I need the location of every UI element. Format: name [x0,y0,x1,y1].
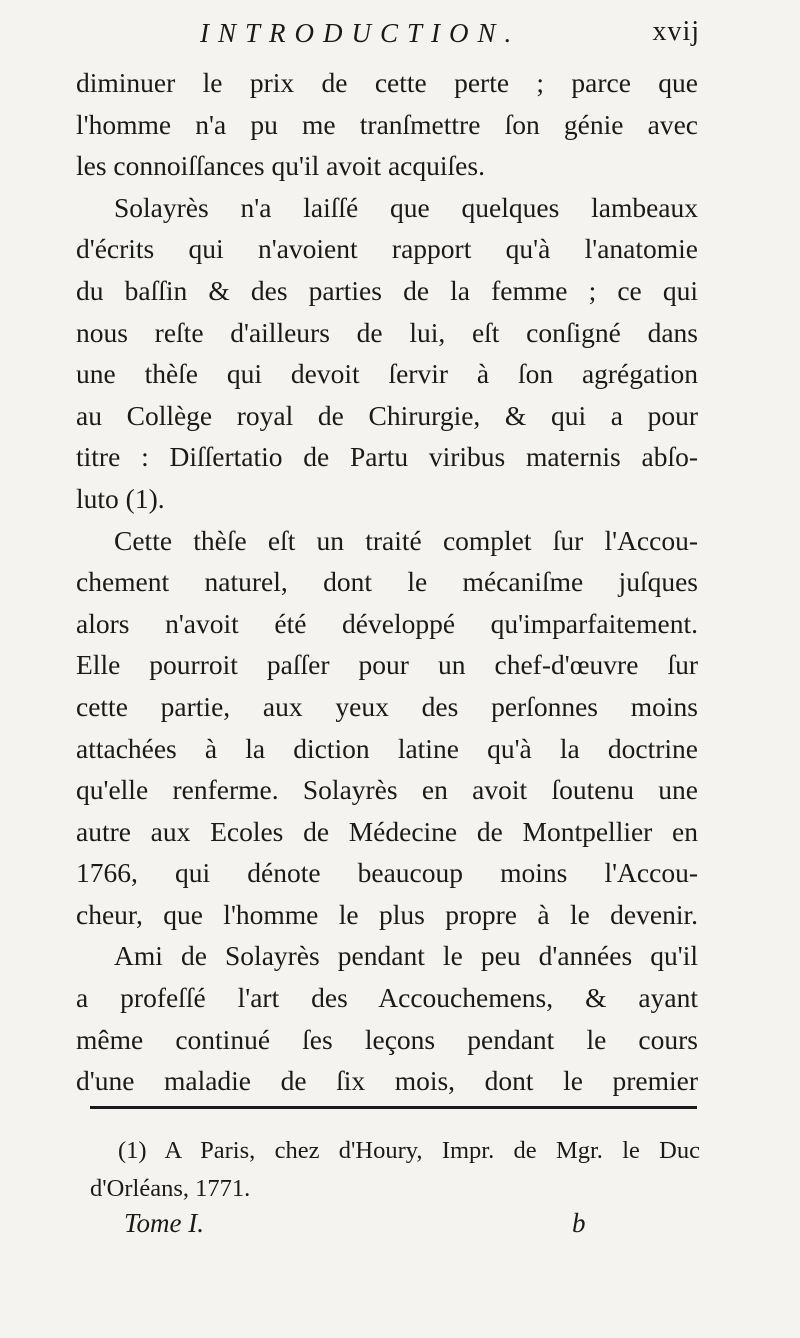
page-number: xvij [652,16,700,47]
text-line: d'écrits qui n'avoient rapport qu'à l'anatomie [76,233,698,265]
text-line: d'une maladie de ſix mois, dont le premier [76,1065,698,1097]
text-line: titre : Diſſertatio de Partu viribus maternis abſo- [76,441,698,473]
volume-signature: Tome I. [124,1208,205,1238]
text-line: Ami de Solayrès pendant le peu d'années qu'il [114,940,698,972]
running-title: INTRODUCTION. [200,18,521,48]
text-line: qu'elle renferme. Solayrès en avoit ſoutenu une [76,774,698,806]
text-line: autre aux Ecoles de Médecine de Montpellier en [76,815,698,847]
text-line: cette partie, aux yeux des perſonnes moins [76,690,698,722]
gathering-signature: b [572,1208,586,1238]
text-line: au Collège royal de Chirurgie, & qui a pour [76,399,698,431]
text-line: les connoiſſances qu'il avoit acquiſes. [76,150,485,182]
text-line: même continué ſes leçons pendant le cours [76,1023,698,1055]
text-line: attachées à la diction latine qu'à la doctrine [76,732,698,764]
text-line: Cette thèſe eſt un traité complet ſur l'Accou- [114,524,698,556]
text-line: l'homme n'a pu me tranſmettre ſon génie avec [76,108,698,140]
text-line: a profeſſé l'art des Accouchemens, & ayant [76,982,698,1014]
text-line: 1766, qui dénote beaucoup moins l'Accou- [76,857,698,889]
text-line: chement naturel, dont le mécaniſme juſques [76,566,698,598]
text-line: diminuer le prix de cette perte ; parce que [76,67,698,98]
text-line: luto (1). [76,482,165,514]
footnote [90,1132,700,1208]
footnote-divider [90,1106,697,1109]
text-line: alors n'avoit été développé qu'imparfaitement. [76,607,698,639]
text-line: nous reſte d'ailleurs de lui, eſt conſigné dans [76,316,698,348]
text-line: Solayrès n'a laiſſé que quelques lambeaux [114,191,698,223]
text-line: cheur, que l'homme le plus propre à le devenir. [76,898,698,930]
text-line: du baſſin & des parties de la femme ; ce qui [76,274,698,306]
text-line: Elle pourroit paſſer pour un chef-d'œuvre ſur [76,649,698,681]
text-line: une thèſe qui devoit ſervir à ſon agrégation [76,358,698,390]
footnote-line: d'Orléans, 1771. [90,1175,251,1202]
footnote-line: (1) A Paris, chez d'Houry, Impr. de Mgr. le Duc [118,1137,700,1164]
page-header [0,14,800,54]
body-text [76,62,698,1102]
